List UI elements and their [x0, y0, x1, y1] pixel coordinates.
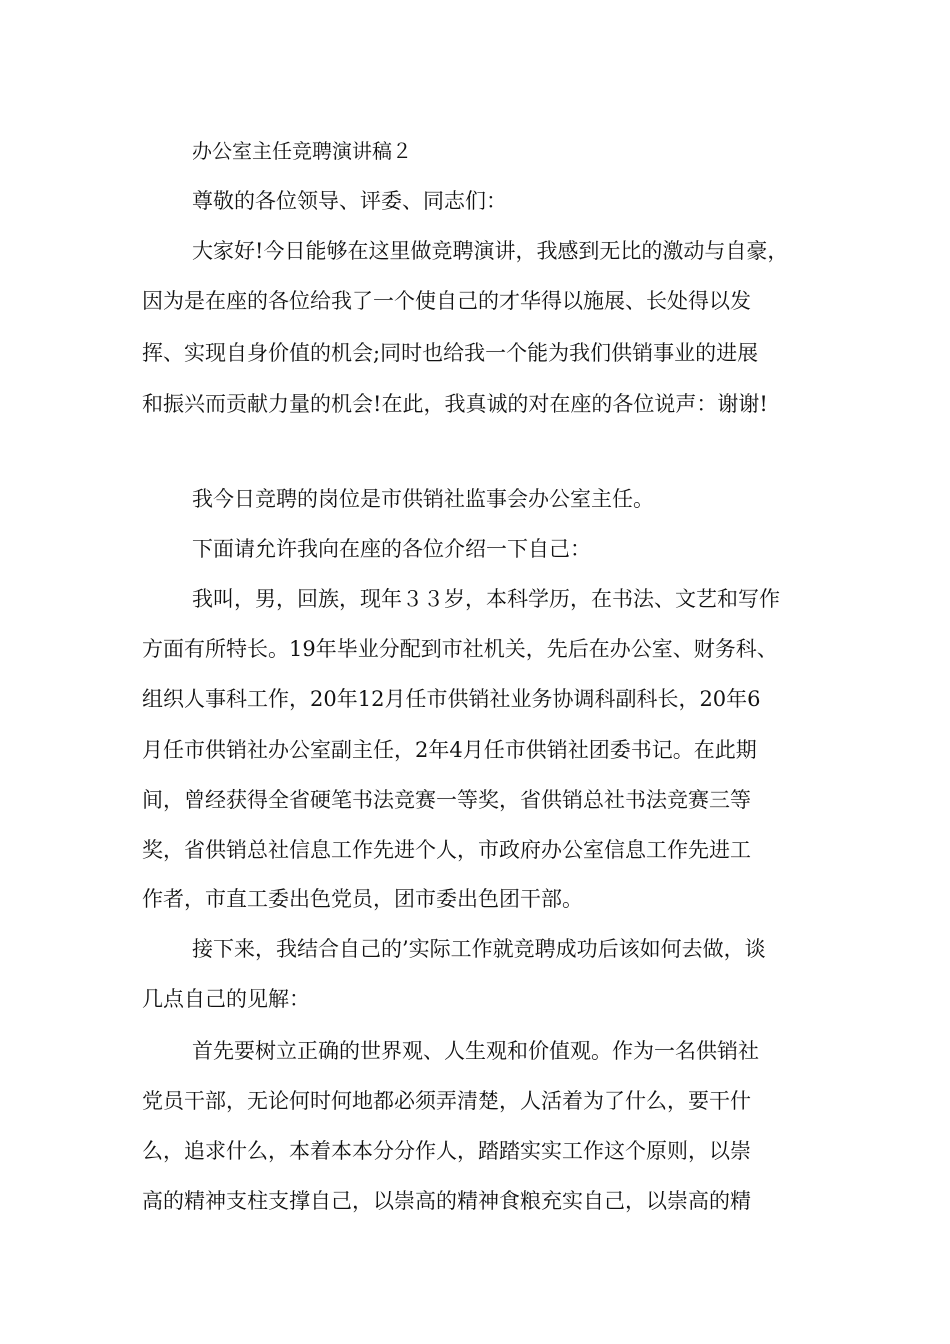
paragraph-line: 作者，市直工委出色党员，团市委出色团干部。 — [142, 887, 583, 911]
paragraph-line: 因为是在座的各位给我了一个使自己的才华得以施展、长处得以发 — [142, 289, 751, 313]
paragraph-line: 奖，省供销总社信息工作先进个人，市政府办公室信息工作先进工 — [142, 838, 751, 862]
salutation: 尊敬的各位领导、评委、同志们： — [192, 189, 507, 213]
paragraph-line: 接下来，我结合自己的’实际工作就竞聘成功后该如何去做，谈 — [192, 937, 766, 961]
paragraph-line: 方面有所特长。19年毕业分配到市社机关，先后在办公室、财务科、 — [142, 637, 778, 661]
paragraph-line: 么，追求什么，本着本本分分作人，踏踏实实工作这个原则，以崇 — [142, 1139, 751, 1163]
paragraph-line: 党员干部，无论何时何地都必须弄清楚，人活着为了什么，要干什 — [142, 1089, 751, 1113]
paragraph-line: 月任市供销社办公室副主任，2年4月任市供销社团委书记。在此期 — [142, 738, 757, 762]
paragraph-line: 和振兴而贡献力量的机会!在此，我真诚的对在座的各位说声：谢谢! — [142, 392, 768, 416]
document-title: 办公室主任竞聘演讲稿２ — [192, 139, 412, 163]
paragraph-line: 大家好!今日能够在这里做竞聘演讲，我感到无比的激动与自豪， — [192, 239, 789, 263]
paragraph-line: 组织人事科工作，20年12月任市供销社业务协调科副科长，20年6 — [142, 687, 761, 711]
paragraph-line: 高的精神支柱支撑自己，以崇高的精神食粮充实自己，以崇高的精 — [142, 1189, 751, 1213]
paragraph-line: 首先要树立正确的世界观、人生观和价值观。作为一名供销社 — [192, 1039, 759, 1063]
paragraph-line: 间，曾经获得全省硬笔书法竞赛一等奖，省供销总社书法竞赛三等 — [142, 788, 751, 812]
paragraph-line: 挥、实现自身价值的机会;同时也给我一个能为我们供销事业的进展 — [142, 341, 759, 365]
paragraph-line: 几点自己的见解： — [142, 987, 310, 1011]
paragraph-line: 我叫，男，回族，现年３３岁，本科学历，在书法、文艺和写作 — [192, 587, 780, 611]
paragraph-line: 下面请允许我向在座的各位介绍一下自己： — [192, 537, 591, 561]
paragraph-line: 我今日竞聘的岗位是市供销社监事会办公室主任。 — [192, 487, 654, 511]
